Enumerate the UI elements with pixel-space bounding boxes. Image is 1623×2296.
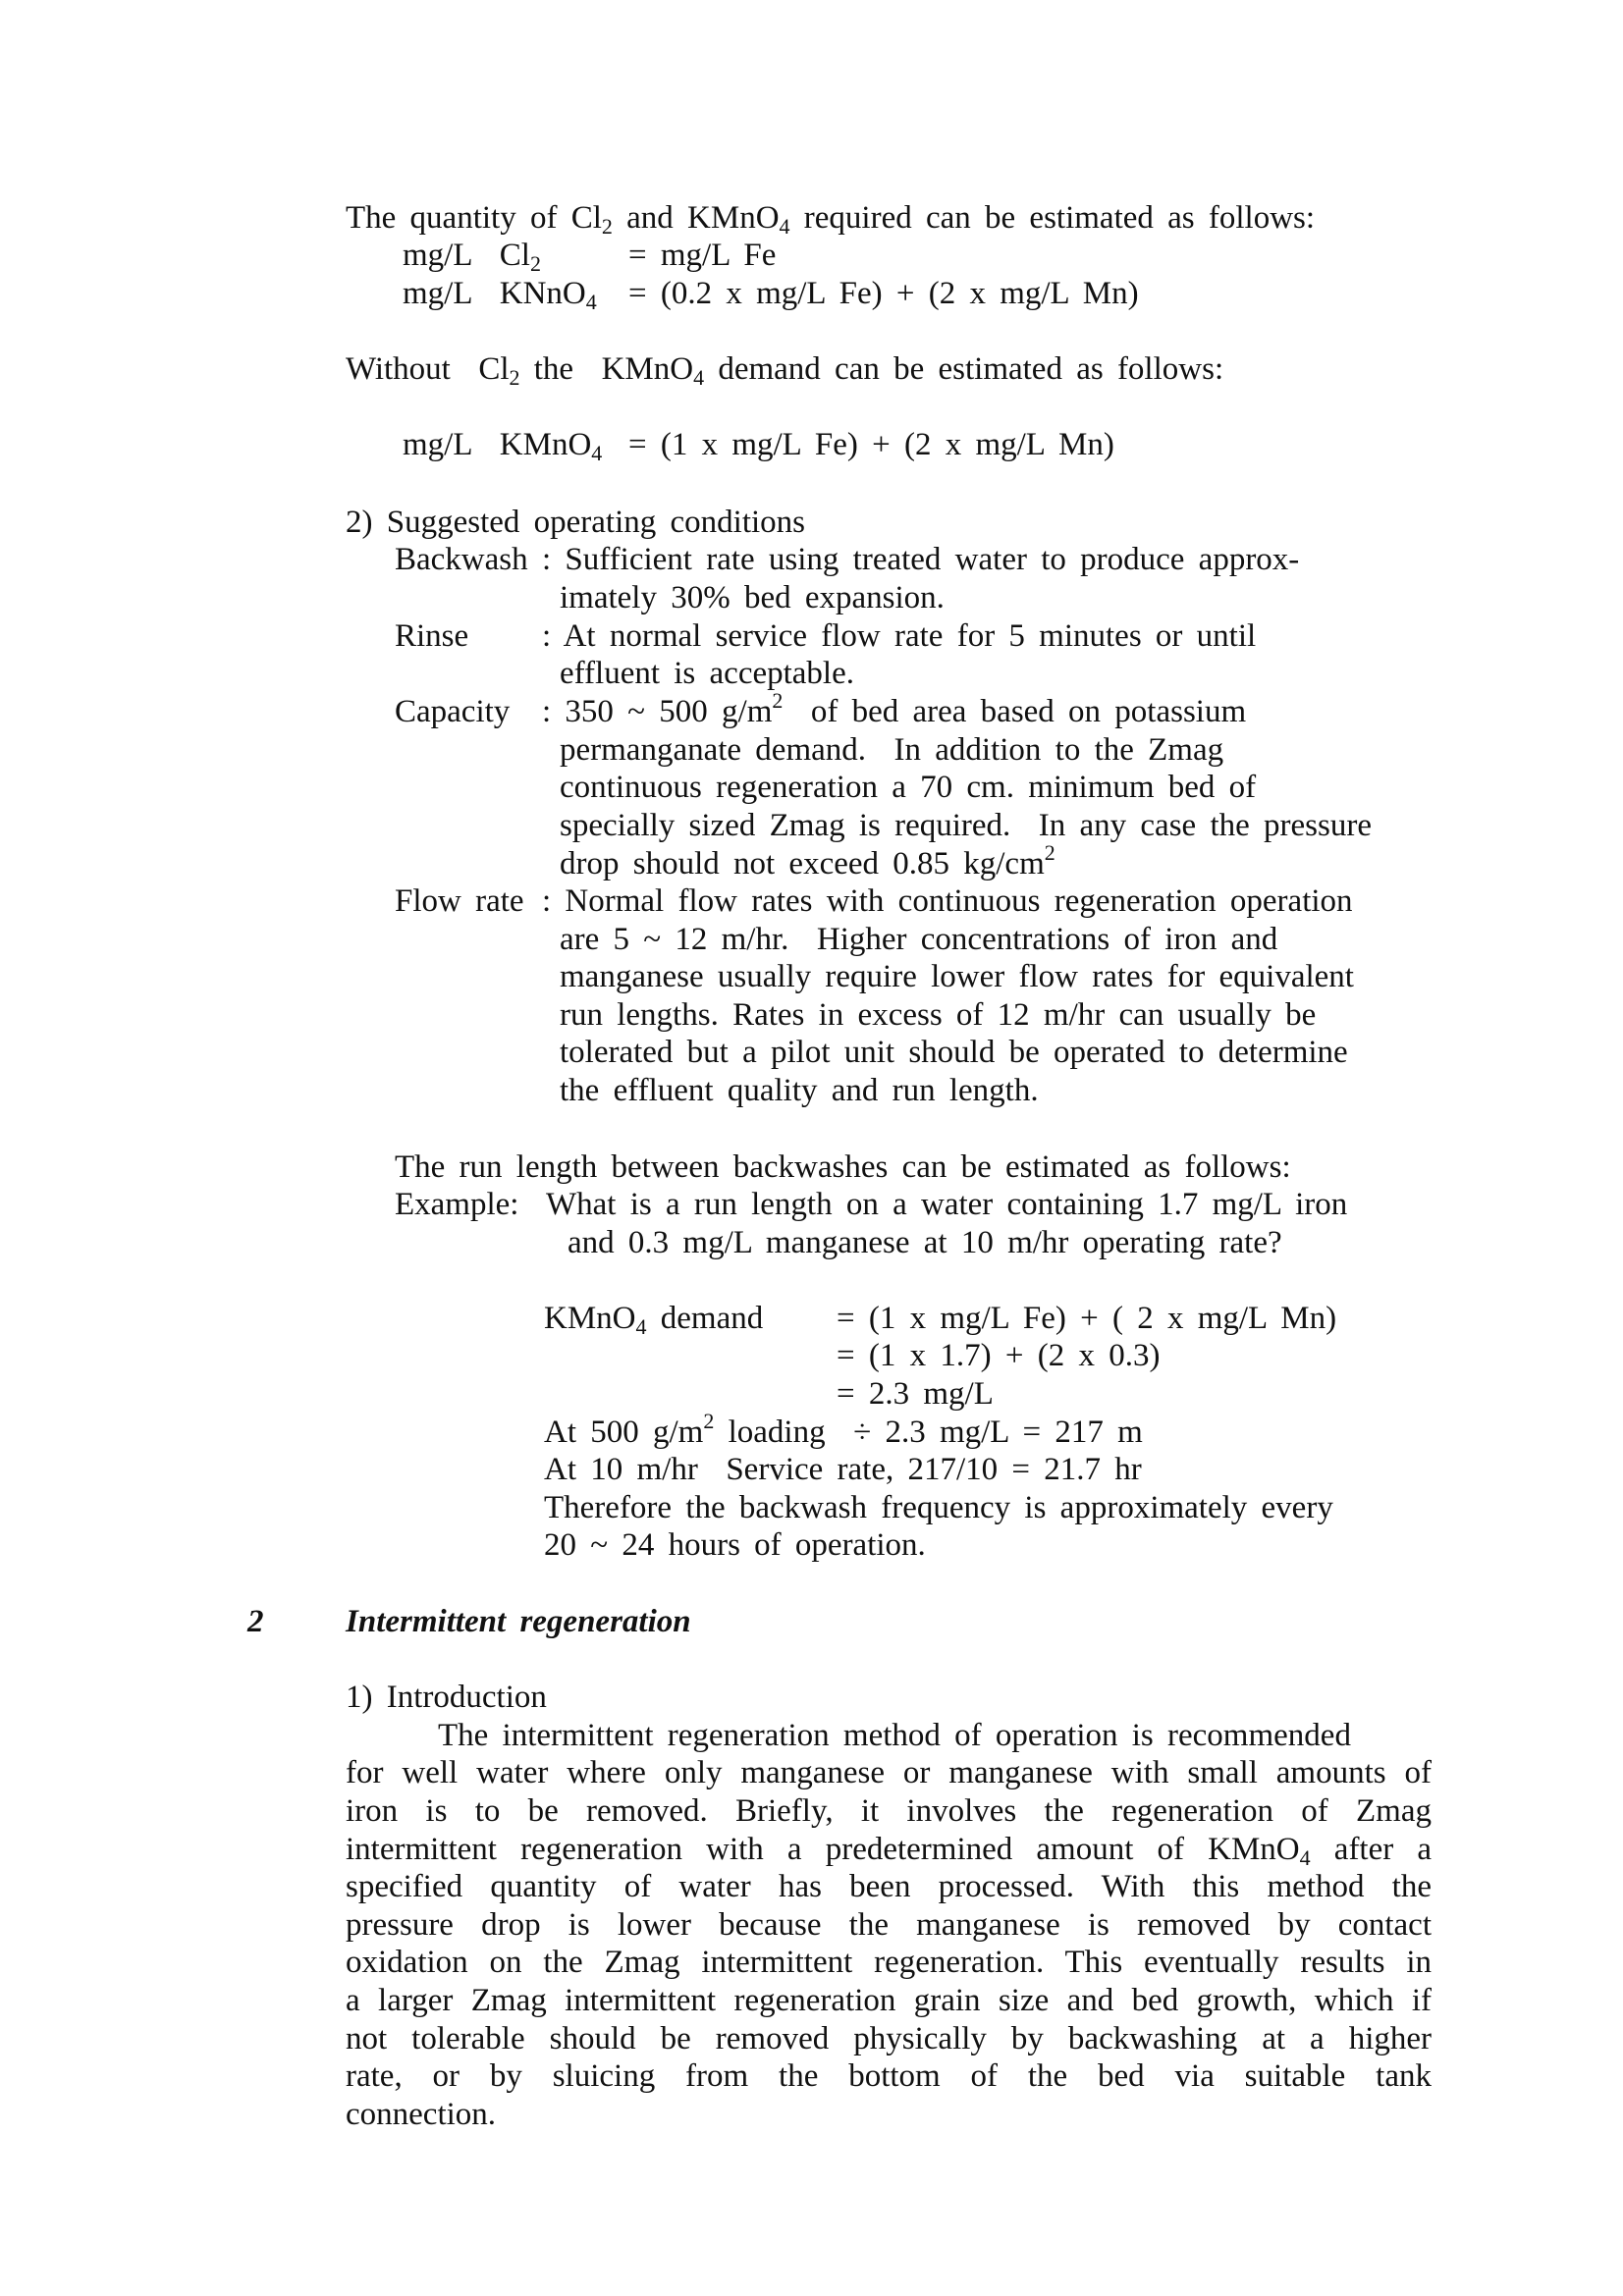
section-number: 2 [247,1604,264,1639]
example-intro: The run length between backwashes can be estimated as follows: [395,1149,1291,1185]
formula-kmno4-value: = (1 x mg/L Fe) + (2 x mg/L Mn) [628,427,1114,462]
formula-cl2-label: mg/L $Cl_2$ [403,238,541,276]
flow-rate-text-5: tolerated but a pilot unit should be operated to determine [560,1035,1348,1070]
capacity-text-3: continuous regeneration a 70 cm. minimum bed of [560,770,1257,805]
example-question-2: and 0.3 mg/L manganese at 10 m/hr operating rate? [568,1225,1282,1260]
capacity-label: Capacity [395,694,511,729]
calc-service-rate: At 10 m/hr Service rate, 217/10 = 21.7 hr [544,1452,1142,1487]
section-title: Intermittent regeneration [346,1604,691,1639]
calc-demand-result: = 2.3 mg/L [837,1376,994,1412]
formula-knno4-value: = (0.2 x mg/L Fe) + (2 x mg/L Mn) [628,276,1139,311]
example-question-1: What is a run length on a water containing 1.7 mg/L iron [546,1187,1348,1222]
calc-demand-label: KMnO$_4$ demand [544,1301,764,1339]
capacity-text-5: drop should not exceed 0.85 $kg/cm^2$ [560,840,1055,881]
backwash-text-1: : Sufficient rate using treated water to produce approx- [542,542,1300,577]
calc-loading: At 500 $g/m^2$ loading ÷ 2.3 mg/L = 217 m [544,1409,1143,1450]
flow-rate-text-1: : Normal flow rates with continuous regeneration operation [542,883,1353,919]
formula-cl2-value: = mg/L Fe [628,238,777,273]
subsection-heading: 1) Introduction [346,1680,547,1715]
flow-rate-text-2: are 5 ~ 12 m/hr. Higher concentrations of iron and [560,922,1278,957]
paragraph-line-10: rate, or by sluicing from the bottom of the bed via suitable tank [346,2058,1432,2094]
paragraph-line-4: intermittent regeneration with a predetermined amount of KMnO$_4$ after a [346,1832,1433,1870]
formula-kmno4-label: mg/L KMnO$_4$ [403,427,603,465]
paragraph-line-7: oxidation on the Zmag intermittent regeneration. This eventually results in [346,1945,1432,1980]
capacity-text-1: : 350 ~ 500 $g/m^2$ of bed area based on potassium [542,688,1247,729]
intro-line-1: The quantity of $Cl_2$ and KMnO$_4$ required can be estimated as follows: [346,200,1316,239]
backwash-text-2: imately 30% bed expansion. [560,580,945,615]
capacity-text-2: permanganate demand. In addition to the Zmag [560,732,1224,768]
flow-rate-label: Flow rate [395,883,524,919]
backwash-label: Backwash [395,542,528,577]
paragraph-line-2: for well water where only manganese or manganese with small amounts of [346,1755,1432,1790]
paragraph-line-5: specified quantity of water has been processed. With this method the [346,1869,1432,1904]
calc-demand-formula: = (1 x mg/L Fe) + ( 2 x mg/L Mn) [837,1301,1337,1336]
paragraph-line-8: a larger Zmag intermittent regeneration grain size and bed growth, which if [346,1983,1432,2018]
rinse-text-2: effluent is acceptable. [560,656,854,691]
capacity-text-4: specially sized Zmag is required. In any case the pressure [560,808,1372,843]
rinse-label: Rinse [395,618,469,654]
calc-conclusion-2: 20 ~ 24 hours of operation. [544,1527,926,1563]
flow-rate-text-3: manganese usually require lower flow rates for equivalent [560,959,1354,994]
without-cl2-line: Without $Cl_2$ the KMnO$_4$ demand can be estimated as follows: [346,351,1224,390]
paragraph-line-6: pressure drop is lower because the manganese is removed by contact [346,1907,1432,1943]
conditions-heading: 2) Suggested operating conditions [346,505,806,540]
calc-conclusion-1: Therefore the backwash frequency is approximately every [544,1490,1333,1525]
calc-demand-substitution: = (1 x 1.7) + (2 x 0.3) [837,1338,1161,1373]
example-label: Example: [395,1187,519,1222]
flow-rate-text-6: the effluent quality and run length. [560,1073,1039,1108]
paragraph-line-3: iron is to be removed. Briefly, it involves the regeneration of Zmag [346,1793,1432,1829]
formula-knno4-label: mg/L KNnO$_4$ [403,276,597,314]
flow-rate-text-4: run lengths. Rates in excess of 12 m/hr can usually be [560,997,1317,1033]
rinse-text-1: : At normal service flow rate for 5 minutes or until [542,618,1257,654]
paragraph-line-11: connection. [346,2097,497,2132]
paragraph-line-1: The intermittent regeneration method of operation is recommended [438,1718,1351,1753]
paragraph-line-9: not tolerable should be removed physically by backwashing at a higher [346,2021,1432,2056]
